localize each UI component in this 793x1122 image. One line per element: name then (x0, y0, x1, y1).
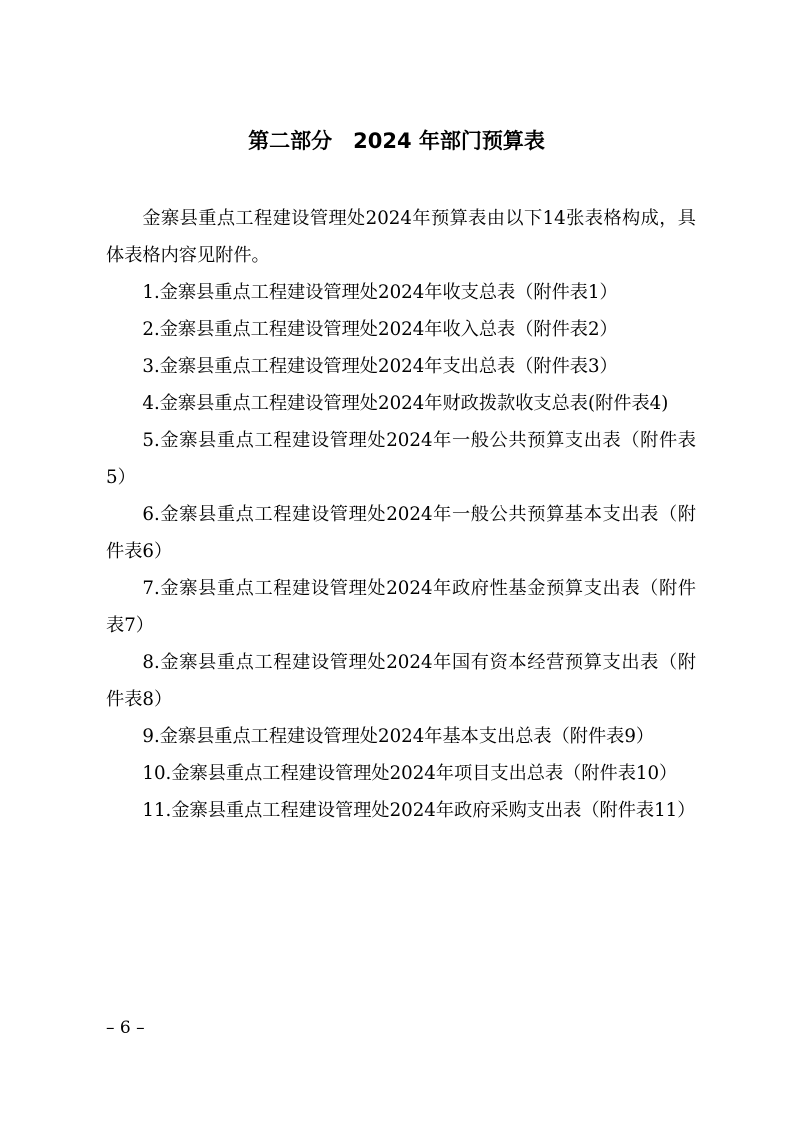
list-item: 5.金寨县重点工程建设管理处2024年一般公共预算支出表（附件表5） (106, 430, 696, 488)
list-item: 7.金寨县重点工程建设管理处2024年政府性基金预算支出表（附件表7） (106, 578, 696, 636)
list-item: 10.金寨县重点工程建设管理处2024年项目支出总表（附件表10） (142, 763, 678, 784)
intro-paragraph (106, 200, 696, 274)
list-item: 9.金寨县重点工程建设管理处2024年基本支出总表（附件表9） (142, 726, 655, 747)
attachment-list (106, 274, 696, 829)
list-item: 2.金寨县重点工程建设管理处2024年收入总表（附件表2） (142, 319, 618, 340)
list-item: 3.金寨县重点工程建设管理处2024年支出总表（附件表3） (142, 356, 618, 377)
list-item: 4.金寨县重点工程建设管理处2024年财政拨款收支总表(附件表4) (142, 393, 669, 414)
list-item: 8.金寨县重点工程建设管理处2024年国有资本经营预算支出表（附件表8） (106, 652, 696, 710)
page-number: – 6 – (106, 1018, 145, 1038)
list-item: 1.金寨县重点工程建设管理处2024年收支总表（附件表1） (142, 282, 618, 303)
intro-text: 金寨县重点工程建设管理处2024年预算表由以下14张表格构成，具体表格内容见附件。 (106, 208, 696, 266)
list-item: 6.金寨县重点工程建设管理处2024年一般公共预算基本支出表（附件表6） (106, 504, 696, 562)
page-title: 第二部分 2024 年部门预算表 (248, 129, 545, 153)
list-item: 11.金寨县重点工程建设管理处2024年政府采购支出表（附件表11） (142, 800, 696, 821)
